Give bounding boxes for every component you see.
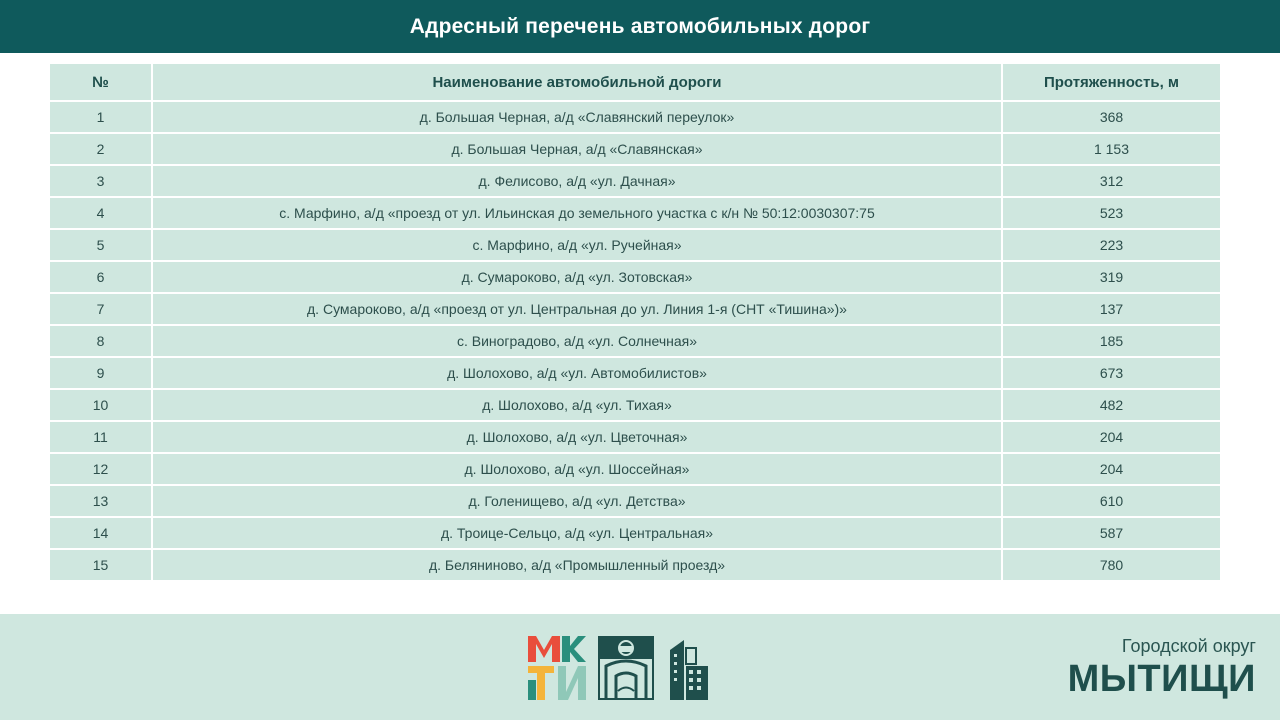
- table-header-row: [50, 64, 1220, 102]
- mytishchi-mark-logo: [528, 636, 586, 700]
- table-row: [50, 390, 1220, 422]
- city-branding: [1068, 636, 1256, 701]
- road-name: д. Троице-Сельцо, а/д «ул. Центральная»: [153, 518, 1003, 550]
- table-row: [50, 294, 1220, 326]
- page-title: Адресный перечень автомобильных дорог: [409, 14, 871, 38]
- row-number: 14: [50, 518, 153, 550]
- row-number: 4: [50, 198, 153, 230]
- column-header-road-name: Наименование автомобильной дороги: [153, 64, 1003, 102]
- table-row: [50, 166, 1220, 198]
- table-row: [50, 134, 1220, 166]
- row-number: 6: [50, 262, 153, 294]
- road-name: д. Шолохово, а/д «ул. Шоссейная»: [153, 454, 1003, 486]
- road-name: д. Большая Черная, а/д «Славянский переулок»: [153, 102, 1003, 134]
- road-name: д. Сумароково, а/д «проезд от ул. Центральная до ул. Линия 1-я (СНТ «Тишина»)»: [153, 294, 1003, 326]
- row-number: 2: [50, 134, 153, 166]
- road-name: д. Шолохово, а/д «ул. Цветочная»: [153, 422, 1003, 454]
- road-name: д. Большая Черная, а/д «Славянская»: [153, 134, 1003, 166]
- road-length: 368: [1003, 102, 1220, 134]
- road-length: 319: [1003, 262, 1220, 294]
- city-subtitle: Городской округ: [1121, 636, 1256, 656]
- row-number: 9: [50, 358, 153, 390]
- column-header-length: Протяженность, м: [1003, 64, 1220, 102]
- road-length: 204: [1003, 422, 1220, 454]
- road-length: 137: [1003, 294, 1220, 326]
- slide-footer: [0, 614, 1280, 720]
- road-name: с. Марфино, а/д «ул. Ручейная»: [153, 230, 1003, 262]
- row-number: 10: [50, 390, 153, 422]
- road-length: 185: [1003, 326, 1220, 358]
- road-length: 312: [1003, 166, 1220, 198]
- roads-table: [50, 64, 1220, 582]
- table-row: [50, 422, 1220, 454]
- table-row: [50, 262, 1220, 294]
- road-length: 204: [1003, 454, 1220, 486]
- roads-table-container: [50, 64, 1220, 582]
- row-number: 1: [50, 102, 153, 134]
- buildings-logo: [666, 636, 710, 700]
- road-name: д. Сумароково, а/д «ул. Зотовская»: [153, 262, 1003, 294]
- road-length: 1 153: [1003, 134, 1220, 166]
- road-name: д. Беляниново, а/д «Промышленный проезд»: [153, 550, 1003, 582]
- road-length: 523: [1003, 198, 1220, 230]
- logo-group: [528, 636, 710, 700]
- road-name: д. Шолохово, а/д «ул. Автомобилистов»: [153, 358, 1003, 390]
- slide-header: [0, 0, 1280, 53]
- row-number: 3: [50, 166, 153, 198]
- row-number: 5: [50, 230, 153, 262]
- row-number: 8: [50, 326, 153, 358]
- road-length: 780: [1003, 550, 1220, 582]
- road-length: 587: [1003, 518, 1220, 550]
- row-number: 13: [50, 486, 153, 518]
- road-name: д. Шолохово, а/д «ул. Тихая»: [153, 390, 1003, 422]
- table-row: [50, 454, 1220, 486]
- coat-of-arms-logo: [598, 636, 654, 700]
- table-row: [50, 102, 1220, 134]
- road-length: 610: [1003, 486, 1220, 518]
- table-row: [50, 518, 1220, 550]
- table-row: [50, 230, 1220, 262]
- road-name: с. Виноградово, а/д «ул. Солнечная»: [153, 326, 1003, 358]
- table-row: [50, 358, 1220, 390]
- road-name: д. Фелисово, а/д «ул. Дачная»: [153, 166, 1003, 198]
- row-number: 7: [50, 294, 153, 326]
- road-name: с. Марфино, а/д «проезд от ул. Ильинская до земельного участка с к/н № 50:12:0030307:75: [153, 198, 1003, 230]
- road-length: 223: [1003, 230, 1220, 262]
- column-header-number: №: [50, 64, 153, 102]
- table-row: [50, 486, 1220, 518]
- row-number: 11: [50, 422, 153, 454]
- city-name: МЫТИЩИ: [1067, 658, 1256, 700]
- table-row: [50, 198, 1220, 230]
- row-number: 15: [50, 550, 153, 582]
- road-length: 673: [1003, 358, 1220, 390]
- table-row: [50, 326, 1220, 358]
- road-name: д. Голенищево, а/д «ул. Детства»: [153, 486, 1003, 518]
- row-number: 12: [50, 454, 153, 486]
- table-row: [50, 550, 1220, 582]
- road-length: 482: [1003, 390, 1220, 422]
